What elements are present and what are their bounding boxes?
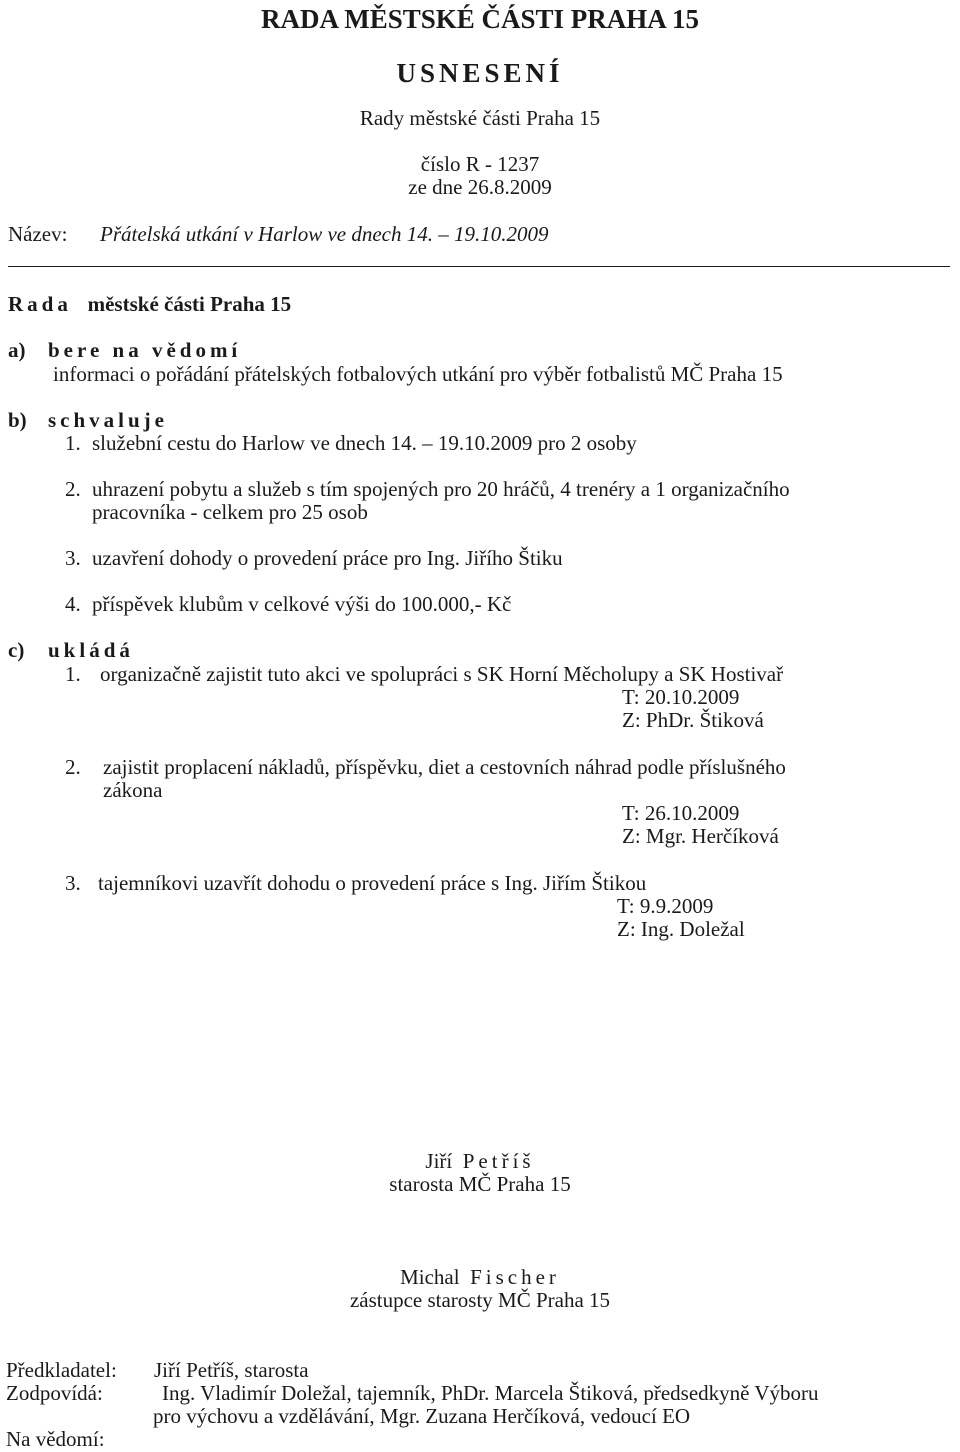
b-item-3-text: uzavření dohody o provedení práce pro Ing. Jiřího Štiku <box>92 546 563 570</box>
c-item-2-deadline: T: 26.10.2009 <box>622 801 740 825</box>
b-item-1-text: služební cestu do Harlow ve dnech 14. – 19.10.2009 pro 2 osoby <box>92 431 637 455</box>
title-label: Název: <box>8 222 68 246</box>
section-c-verb: ukládá <box>48 638 134 662</box>
informed-label: Na vědomí: <box>6 1427 105 1451</box>
signature-1-first: Jiří <box>425 1149 453 1173</box>
signature-1-name <box>0 1151 960 1172</box>
c-item-1-deadline: T: 20.10.2009 <box>622 685 740 709</box>
rada-rest: městské části Praha 15 <box>87 292 292 316</box>
section-b-letter: b) <box>8 408 27 432</box>
c-item-1-text: organizačně zajistit tuto akci ve spolupráci s SK Horní Měcholupy a SK Hostivař <box>100 662 784 686</box>
section-c-letter: c) <box>8 638 25 662</box>
responsible-value-cont: pro výchovu a vzdělávání, Mgr. Zuzana Herčíková, vedoucí EO <box>153 1404 691 1428</box>
b-item-4-text: příspěvek klubům v celkové výši do 100.000,- Kč <box>92 592 512 616</box>
signature-2-last: Fischer <box>470 1265 560 1289</box>
b-item-2-text: uhrazení pobytu a služeb s tím spojených pro 20 hráčů, 4 trenéry a 1 organizačního <box>92 477 790 501</box>
section-a-verb: bere na vědomí <box>48 338 242 362</box>
signature-2-name <box>0 1267 960 1288</box>
resolution-heading: USNESENÍ <box>396 58 564 88</box>
signature-2-role: zástupce starosty MČ Praha 15 <box>349 1288 611 1312</box>
responsible-value: Ing. Vladimír Doležal, tajemník, PhDr. Marcela Štiková, předsedkyně Výboru <box>162 1381 819 1405</box>
submitter-label: Předkladatel: <box>6 1358 117 1382</box>
c-item-3-responsible: Z: Ing. Doležal <box>617 917 745 941</box>
rada-word: Rada <box>8 292 72 316</box>
c-item-2-num: 2. <box>65 755 81 779</box>
b-item-4-num: 4. <box>65 592 81 616</box>
b-item-3-num: 3. <box>65 546 81 570</box>
b-item-1-num: 1. <box>65 431 81 455</box>
resolution-number: číslo R - 1237 <box>420 152 540 176</box>
c-item-1-num: 1. <box>65 662 81 686</box>
section-b-verb: schvaluje <box>48 408 168 432</box>
responsible-label: Zodpovídá: <box>6 1381 103 1405</box>
c-item-3-num: 3. <box>65 871 81 895</box>
signature-1-last: Petříš <box>462 1149 535 1173</box>
c-item-3-text: tajemníkovi uzavřít dohodu o provedení práce s Ing. Jiřím Štikou <box>98 871 647 895</box>
b-item-2-text-cont: pracovníka - celkem pro 25 osob <box>92 500 368 524</box>
b-item-2-num: 2. <box>65 477 81 501</box>
resolution-date: ze dne 26.8.2009 <box>408 175 552 199</box>
rada-heading <box>8 294 291 315</box>
title-value: Přátelská utkání v Harlow ve dnech 14. – 19.10.2009 <box>100 222 549 246</box>
section-a-letter: a) <box>8 338 26 362</box>
c-item-2-text: zajistit proplacení nákladů, příspěvku, diet a cestovních náhrad podle příslušného <box>103 755 786 779</box>
submitter-value: Jiří Petříš, starosta <box>154 1358 309 1382</box>
title-divider <box>8 266 950 267</box>
council-subheading: Rady městské části Praha 15 <box>359 106 601 130</box>
signature-1-role: starosta MČ Praha 15 <box>389 1172 571 1196</box>
c-item-3-deadline: T: 9.9.2009 <box>617 894 714 918</box>
council-heading: RADA MĚSTSKÉ ČÁSTI PRAHA 15 <box>260 4 700 34</box>
signature-2-first: Michal <box>400 1265 460 1289</box>
c-item-2-responsible: Z: Mgr. Herčíková <box>622 824 779 848</box>
c-item-2-text-cont: zákona <box>103 778 163 802</box>
c-item-1-responsible: Z: PhDr. Štiková <box>622 708 764 732</box>
section-a-text: informaci o pořádání přátelských fotbalových utkání pro výběr fotbalistů MČ Praha 15 <box>53 362 783 386</box>
